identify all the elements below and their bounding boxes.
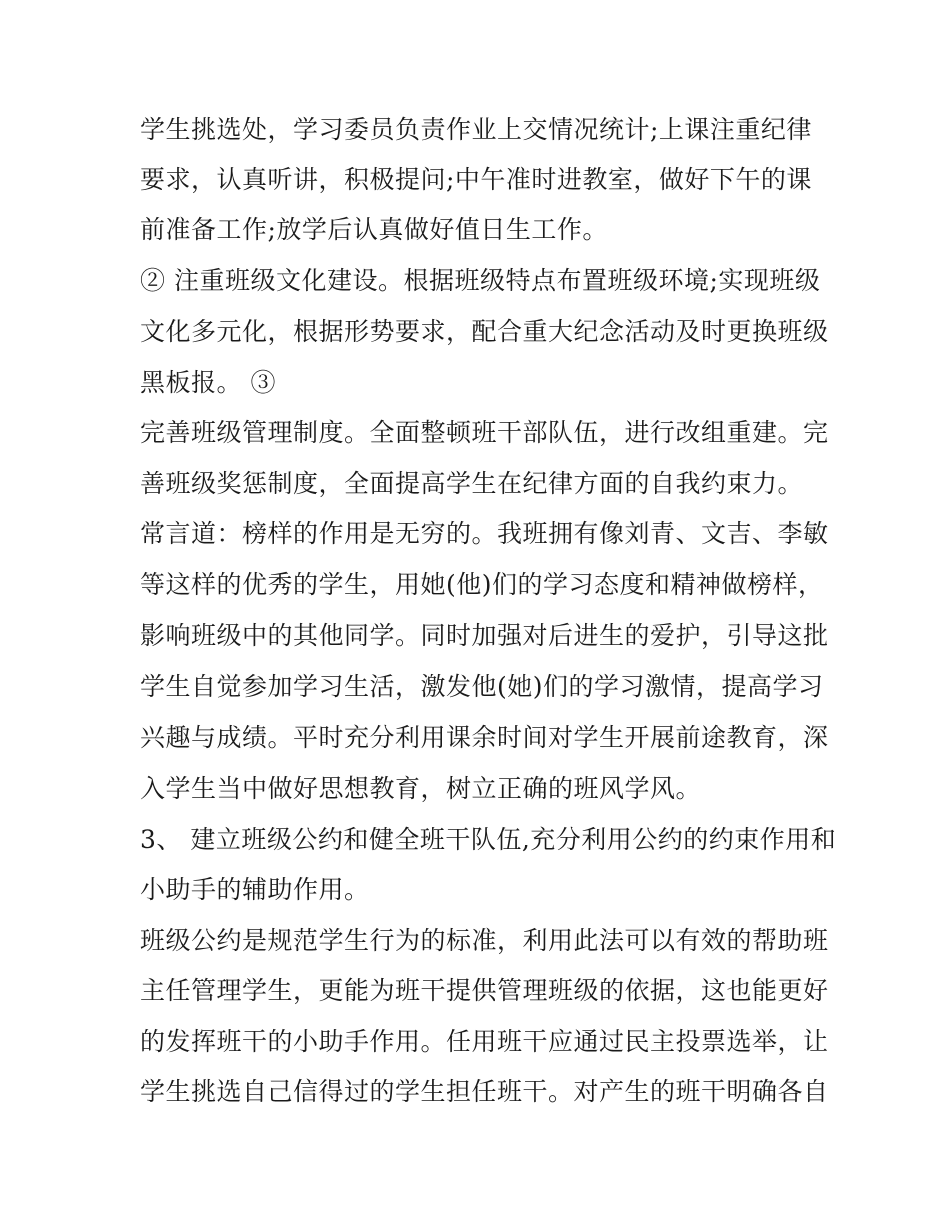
- text-line: 要求，认真听讲，积极提问;中午准时进教室，做好下午的课: [140, 165, 812, 194]
- text-line: 主任管理学生，更能为班干提供管理班级的依据，这也能更好: [140, 976, 829, 1005]
- text-line: 入学生当中做好思想教育，树立正确的班风学风。: [140, 774, 702, 803]
- text-line: 常言道：榜样的作用是无穷的。我班拥有像刘青、文吉、李敏: [140, 519, 829, 548]
- text-line: 兴趣与成绩。平时充分利用课余时间对学生开展前途教育，深: [140, 723, 829, 752]
- text-line: 学生挑选处，学习委员负责作业上交情况统计;上课注重纪律: [140, 115, 812, 144]
- text-line: ② 注重班级文化建设。根据班级特点布置班级环境;实现班级: [140, 266, 821, 295]
- text-line: 善班级奖惩制度，全面提高学生在纪律方面的自我约束力。: [140, 469, 804, 498]
- text-line: 等这样的优秀的学生，用她(他)们的学习态度和精神做榜样，: [140, 570, 824, 599]
- text-line: 3、 建立班级公约和健全班干队伍,充分利用公约的约束作用和: [140, 825, 837, 854]
- text-line: 黑板报。 ③: [140, 368, 276, 397]
- text-line: 小助手的辅助作用。: [140, 875, 370, 904]
- text-line: 学生挑选自己信得过的学生担任班干。对产生的班干明确各自: [140, 1077, 829, 1106]
- text-line: 的发挥班干的小助手作用。任用班干应通过民主投票选举，让: [140, 1027, 829, 1056]
- text-line: 学生自觉参加学习生活，激发他(她)们的学习激情，提高学习: [140, 672, 824, 701]
- text-line: 影响班级中的其他同学。同时加强对后进生的爱护，引导这批: [140, 621, 829, 650]
- text-line: 完善班级管理制度。全面整顿班干部队伍，进行改组重建。完: [140, 418, 829, 447]
- text-line: 文化多元化，根据形势要求，配合重大纪念活动及时更换班级: [140, 317, 829, 346]
- text-line: 前准备工作;放学后认真做好值日生工作。: [140, 215, 608, 244]
- text-line: 班级公约是规范学生行为的标准，利用此法可以有效的帮助班: [140, 926, 829, 955]
